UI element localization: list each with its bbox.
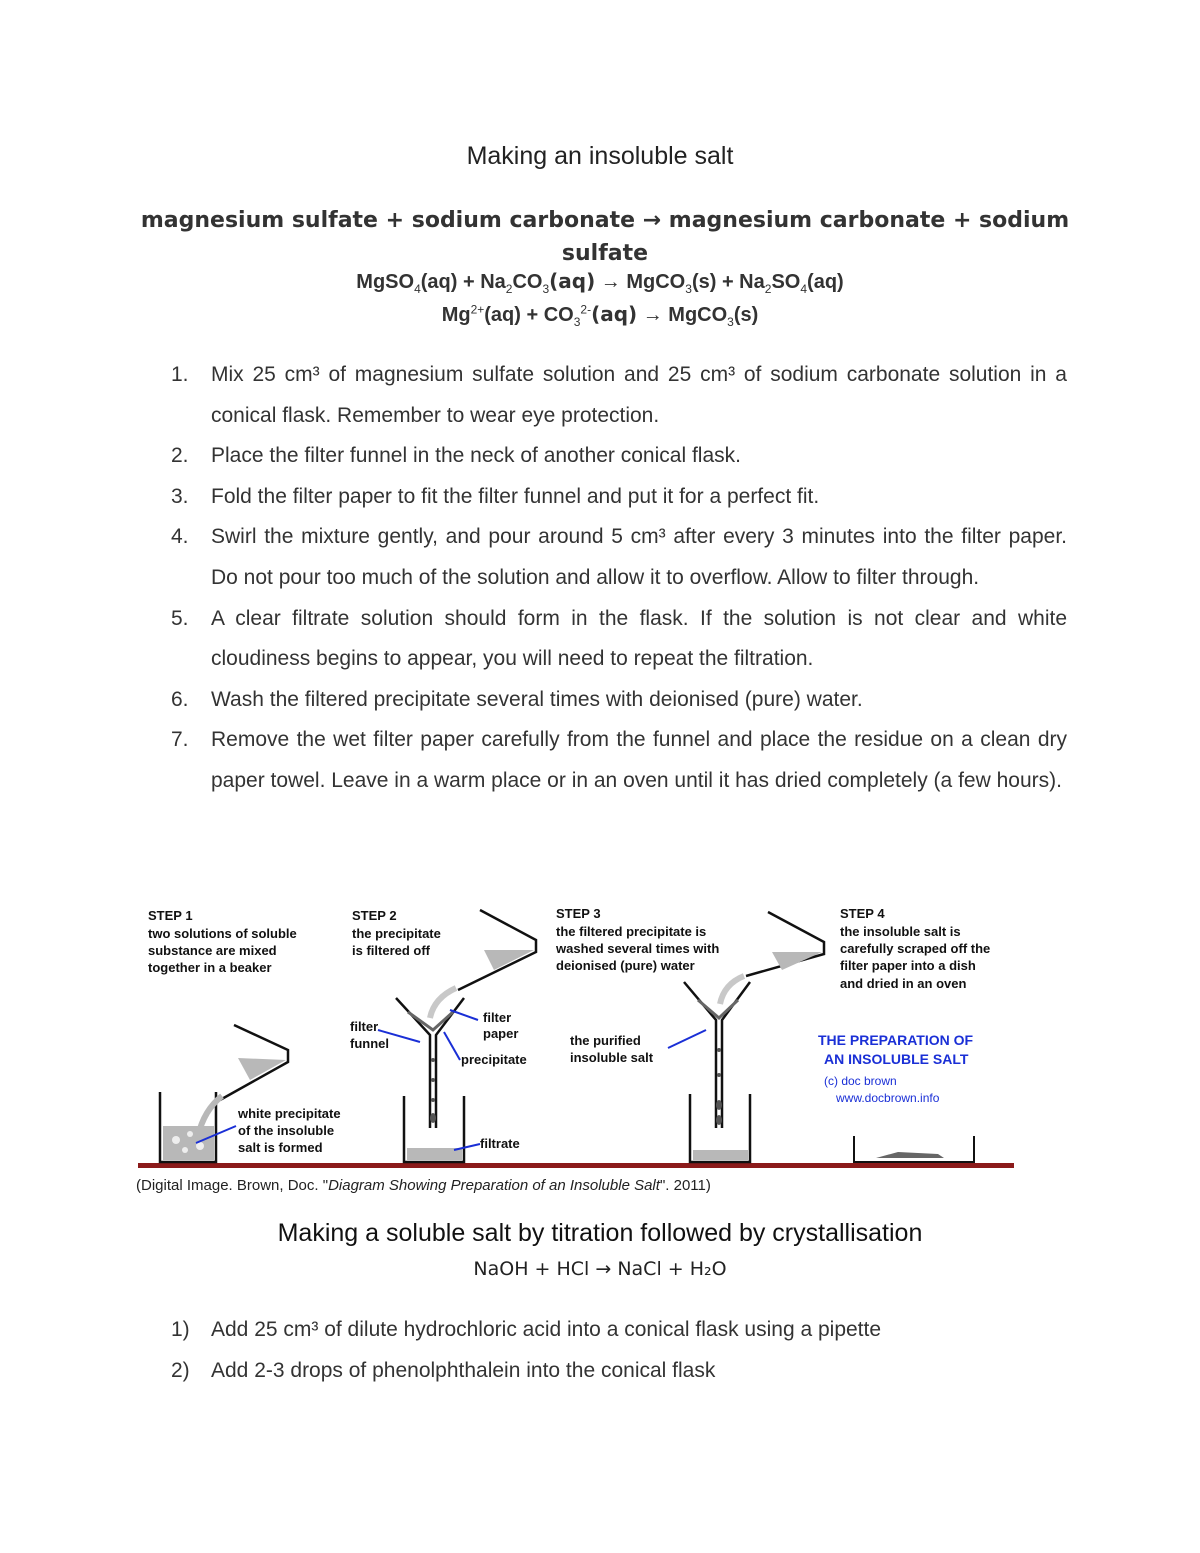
step3-line3: deionised (pure) water <box>556 958 695 973</box>
step4-line3: filter paper into a dish <box>840 958 976 973</box>
list-item-number: 1. <box>171 363 189 386</box>
step1-beaker <box>160 1092 216 1162</box>
list-item <box>171 1310 1071 1351</box>
list-item <box>171 599 1067 680</box>
banner-credit2: www.docbrown.info <box>836 1091 940 1105</box>
svg-text:white precipitate: white precipitate <box>238 1106 341 1121</box>
word-equation: magnesium sulfate + sodium carbonate → magnesium carbonate + sodium sulfate <box>140 208 1070 266</box>
step2-pouring-vessel <box>430 910 536 1018</box>
step4-dish <box>854 1136 974 1162</box>
ionic-equation: $Mg^{2+}(aq) + CO_3^{2-}(aq)$ → MgCO$_3$(s) <box>441 302 759 329</box>
list-item-number: 5. <box>171 606 189 630</box>
list-item-text: Remove the wet filter paper carefully from the funnel and place the residue on a clean dry paper towel. Leave in a warm place or in an oven until it has dried completely (a few hours). <box>211 728 1067 792</box>
step3-line2: washed several times with <box>556 941 720 956</box>
svg-text:filter: filter <box>350 1019 379 1034</box>
symbol-equation: MgSO$_4$(aq) + $Na_2CO_3(aq)$ → MgCO$_3$(s) + $Na_2SO_4(aq)$ <box>356 269 844 296</box>
list-item <box>171 477 1067 518</box>
svg-text:salt is formed: salt is formed <box>238 1140 323 1155</box>
list-item-text: Place the filter funnel in the neck of another conical flask. <box>211 444 741 468</box>
list-item-text: Wash the filtered precipitate several times with deionised (pure) water. <box>211 687 863 711</box>
svg-text:funnel: funnel <box>350 1036 389 1051</box>
step2-heading: STEP 2 <box>352 908 397 923</box>
section-title-insoluble-salt: Making an insoluble salt <box>466 142 734 170</box>
titration-steps-list <box>171 1310 1071 1391</box>
step4-line4: and dried in an oven <box>840 976 967 991</box>
svg-text:of the insoluble: of the insoluble <box>238 1123 335 1138</box>
svg-text:insoluble salt: insoluble salt <box>570 1050 654 1065</box>
step2-flask <box>404 1096 464 1162</box>
list-item-number: 2. <box>171 444 189 468</box>
step1-line2: substance are mixed <box>148 943 277 958</box>
list-item-text: A clear filtrate solution should form in the flask. If the solution is not clear and white cloudiness begins to appear, you will need to repeat the filtration. <box>211 606 1067 671</box>
list-item-text: Add 2-3 drops of phenolphthalein into the conical flask <box>211 1358 716 1382</box>
list-item-text: Fold the filter paper to fit the filter funnel and put it for a perfect fit. <box>211 484 820 508</box>
list-item-number: 1) <box>171 1318 190 1341</box>
insoluble-salt-diagram <box>138 900 1018 1175</box>
step3-line1: the filtered precipitate is <box>556 924 707 939</box>
list-item-number: 3. <box>171 484 189 508</box>
step1-line1: two solutions of soluble <box>148 926 297 941</box>
step4-heading: STEP 4 <box>840 906 885 921</box>
svg-text:the purified: the purified <box>570 1033 641 1048</box>
svg-text:filtrate: filtrate <box>480 1136 520 1151</box>
neutralisation-equation: NaOH + HCl → NaCl + H₂O <box>473 1258 727 1280</box>
list-item <box>171 355 1067 436</box>
svg-text:paper: paper <box>483 1026 519 1041</box>
image-caption: (Digital Image. Brown, Doc. "Diagram Showing Preparation of an Insoluble Salt". 2011) <box>136 1177 711 1194</box>
list-item-text: Mix 25 cm³ of magnesium sulfate solution and 25 cm³ of sodium carbonate solution in a conical flask. Remember to wear eye protection. <box>211 363 1067 427</box>
list-item <box>171 517 1067 598</box>
list-item <box>171 720 1067 801</box>
svg-text:precipitate: precipitate <box>461 1052 527 1067</box>
banner-line2: AN INSOLUBLE SALT <box>824 1051 969 1067</box>
list-item-number: 6. <box>171 687 189 711</box>
section-title-soluble-salt: Making a soluble salt by titration followed by crystallisation <box>277 1219 923 1247</box>
step2-line2: is filtered off <box>352 943 431 958</box>
step1-line3: together in a beaker <box>148 960 272 975</box>
step4-line2: carefully scraped off the <box>840 941 991 956</box>
step1-heading: STEP 1 <box>148 908 193 923</box>
list-item-text: Swirl the mixture gently, and pour around 5 cm³ after every 3 minutes into the filter paper. Do not pour too much of the solution and allow it to overflow. Allow to filter through. <box>211 525 1067 589</box>
method-steps-list <box>171 355 1067 802</box>
banner-credit1: (c) doc brown <box>824 1074 897 1088</box>
list-item <box>171 436 1067 477</box>
step3-heading: STEP 3 <box>556 906 601 921</box>
list-item-number: 7. <box>171 728 189 752</box>
step3-wash-bottle <box>720 912 824 1004</box>
banner-line1: THE PREPARATION OF <box>818 1032 974 1048</box>
list-item <box>171 680 1067 721</box>
list-item-number: 2) <box>171 1358 190 1382</box>
bench-line <box>138 1163 1014 1168</box>
svg-text:filter: filter <box>483 1010 512 1025</box>
list-item-text: Add 25 cm³ of dilute hydrochloric acid into a conical flask using a pipette <box>211 1318 882 1341</box>
list-item <box>171 1351 1071 1392</box>
step2-line1: the precipitate <box>352 926 441 941</box>
step4-line1: the insoluble salt is <box>840 924 961 939</box>
list-item-number: 4. <box>171 525 189 549</box>
step3-funnel <box>684 982 750 1128</box>
